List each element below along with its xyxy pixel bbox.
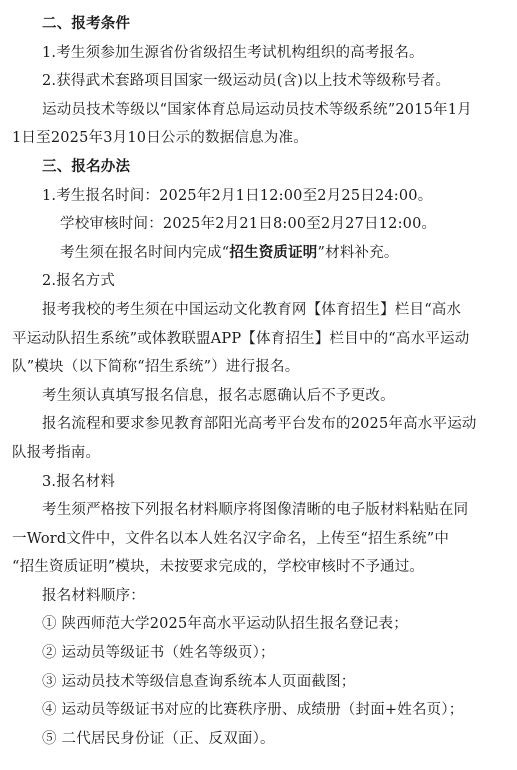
paragraph-line: 一Word文件中，文件名以本人姓名汉字命名，上传至“招生系统”中 <box>12 530 450 547</box>
list-item: ⑤ 二代居民身份证（正、反双面）。 <box>42 730 275 747</box>
list-item: ③ 运动员技术等级信息查询系统本人页面截图； <box>42 673 356 690</box>
paragraph-line: 报名流程和要求参见教育部阳光高考平台发布的2025年高水平运动 <box>42 416 477 433</box>
paragraph-line: 2.获得武术套路项目国家一级运动员(含)以上技术等级称号者。 <box>42 73 451 90</box>
paragraph-line: 1.考生须参加生源省份省级招生考试机构组织的高考报名。 <box>42 44 424 61</box>
list-item: ④ 运动员等级证书对应的比赛秩序册、成绩册（封面+姓名页）； <box>42 702 464 719</box>
paragraph-line: 运动员技术等级以“国家体育总局运动员技术等级系统”2015年1月 <box>42 101 472 118</box>
subheading-line: 3.报名材料 <box>42 473 116 490</box>
section-heading-registration: 三、报名办法 <box>42 157 131 175</box>
bold-term: 招生资质证明 <box>229 243 318 261</box>
paragraph-line: 队”模块（以下简称“招生系统”）进行报名。 <box>12 359 300 376</box>
paragraph-line: 1日至2025年3月10日公示的数据信息为准。 <box>12 130 308 147</box>
paragraph-line: 报考我校的考生须在中国运动文化教育网【体育招生】栏目“高水 <box>42 301 462 318</box>
text-segment: 考生须在报名时间内完成“ <box>60 244 230 261</box>
list-item: ① 陕西师范大学2025年高水平运动队招生报名登记表； <box>42 616 408 633</box>
section-heading-requirements: 二、报考条件 <box>42 15 131 32</box>
paragraph-line-with-bold <box>12 239 505 268</box>
paragraph-line: 队报考指南。 <box>12 444 101 461</box>
paragraph-line: 报名材料顺序： <box>42 587 145 604</box>
subheading-line: 2.报名方式 <box>42 273 116 290</box>
paragraph-line: 考生须严格按下列报名材料顺序将图像清晰的电子版材料粘贴在同 <box>42 502 469 519</box>
paragraph-line: 学校审核时间：2025年2月21日8:00至2月27日12:00。 <box>60 216 437 233</box>
text-segment: ”材料补充。 <box>317 244 399 261</box>
paragraph-line: “招生资质证明”模块，未按要求完成的，学校审核时不予通过。 <box>12 559 425 576</box>
paragraph-line: 考生须认真填写报名信息，报名志愿确认后不予更改。 <box>42 387 395 404</box>
paragraph-line: 1.考生报名时间：2025年2月1日12:00至2月25日24:00。 <box>42 187 433 204</box>
list-item: ② 运动员等级证书（姓名等级页）； <box>42 645 275 662</box>
paragraph-line: 平运动队招生系统”或体教联盟APP【体育招生】栏目中的“高水平运动 <box>12 330 470 347</box>
